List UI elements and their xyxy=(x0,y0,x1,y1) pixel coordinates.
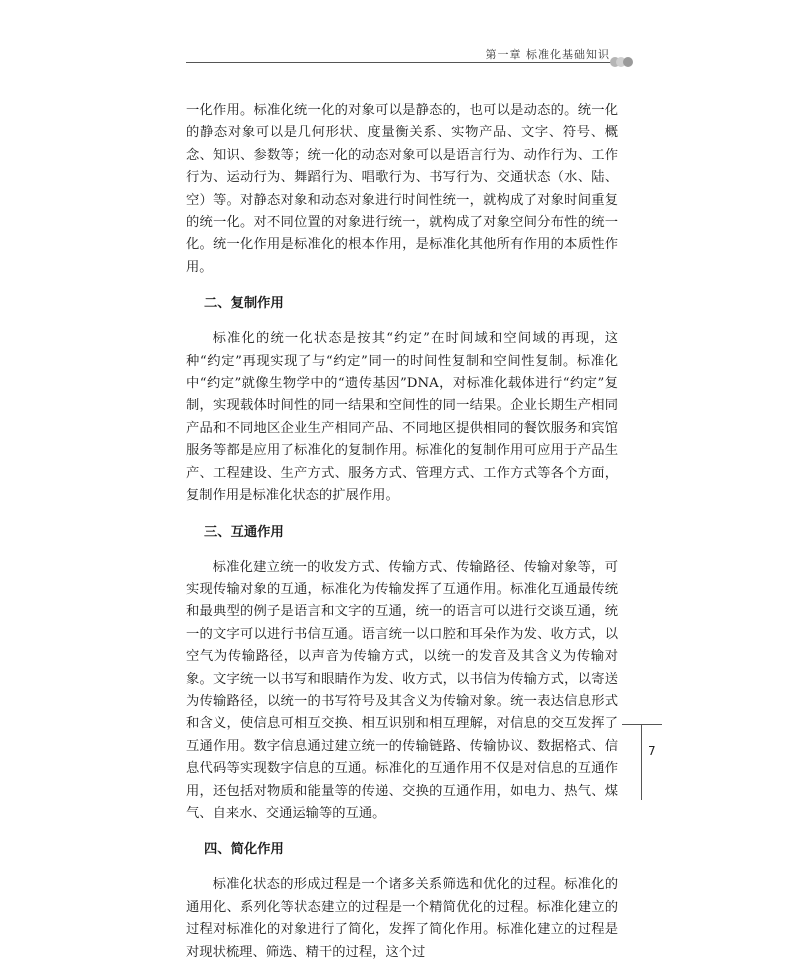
header-rule xyxy=(186,62,618,63)
interoperability-paragraph: 标准化建立统一的收发方式、传输方式、传输路径、传输对象等，可实现传输对象的互通，标准化为传输发挥了互通作用。标准化互通最传统和最典型的例子是语言和文字的互通，统一的语言可以进行交谈互通，统一的文字可以进行书信互通。语言统一以口腔和耳朵作为发、收方式，以空气为传输路径，以声音为传输方式，以统一的发音及其含义为传输对象。文字统一以书写和眼睛作为发、收方式，以书信为传输方式，以寄送为传输路径，以统一的书写符号及其含义为传输对象。统一表达信息形式和含义，使信息可相互交换、相互识别和相互理解，对信息的交互发挥了互通作用。数字信息通过建立统一的传输链路、传输协议、数据格式、信息代码等实现数字信息的互通。标准化的互通作用不仅是对信息的互通作用，还包括对物质和能量等的传递、交换的互通作用，如电力、热气、煤气、自来水、交通运输等的互通。 xyxy=(186,559,618,821)
simplification-paragraph: 标准化状态的形成过程是一个诸多关系筛选和优化的过程。标准化的通用化、系列化等状态建立的过程是一个精简优化的过程。标准化建立的过程对标准化的对象进行了简化，发挥了简化作用。标准化建立的过程是对现状梳理、筛选、精干的过程，这个过 xyxy=(186,877,618,960)
section-heading-interoperability: 三、互通作用 xyxy=(204,524,284,540)
running-header: 第一章 标准化基础知识 xyxy=(485,48,610,61)
page-number: 7 xyxy=(648,744,656,758)
footer-rule-horizontal xyxy=(622,724,662,725)
header-ornament xyxy=(610,57,640,67)
replication-paragraph: 标准化的统一化状态是按其“约定”在时间域和空间域的再现，这种“约定”再现实现了与“约定”同一的时间性复制和空间性复制。标准化中“约定”就像生物学中的“遗传基因”DNA，对标准化载体进行“约定”复制，实现载体时间性的同一结果和空间性的同一结果。企业长期生产相同产品和不同地区企业生产相同产品、不同地区提供相同的餐饮服务和宾馆服务等都是应用了标准化的复制作用。标准化的复制作用可应用于产品生产、工程建设、生产方式、服务方式、管理方式、工作方式等各个方面，复制作用是标准化状态的扩展作用。 xyxy=(186,331,618,504)
section-heading-replication: 二、复制作用 xyxy=(204,296,284,312)
ornament-dot xyxy=(623,57,633,67)
section-heading-simplification: 四、简化作用 xyxy=(204,842,284,858)
footer-rule-vertical xyxy=(641,724,642,800)
intro-paragraph: 一化作用。标准化统一化的对象可以是静态的，也可以是动态的。统一化的静态对象可以是几何形状、度量衡关系、实物产品、文字、符号、概念、知识、参数等；统一化的动态对象可以是语言行为、动作行为、工作行为、运动行为、舞蹈行为、唱歌行为、书写行为、交通状态（水、陆、空）等。对静态对象和动态对象进行时间性统一，就构成了对象时间重复的统一化。对不同位置的对象进行统一，就构成了对象空间分布性的统一化。统一化作用是标准化的根本作用，是标准化其他所有作用的本质性作用。 xyxy=(186,103,618,275)
page-body xyxy=(186,100,618,964)
